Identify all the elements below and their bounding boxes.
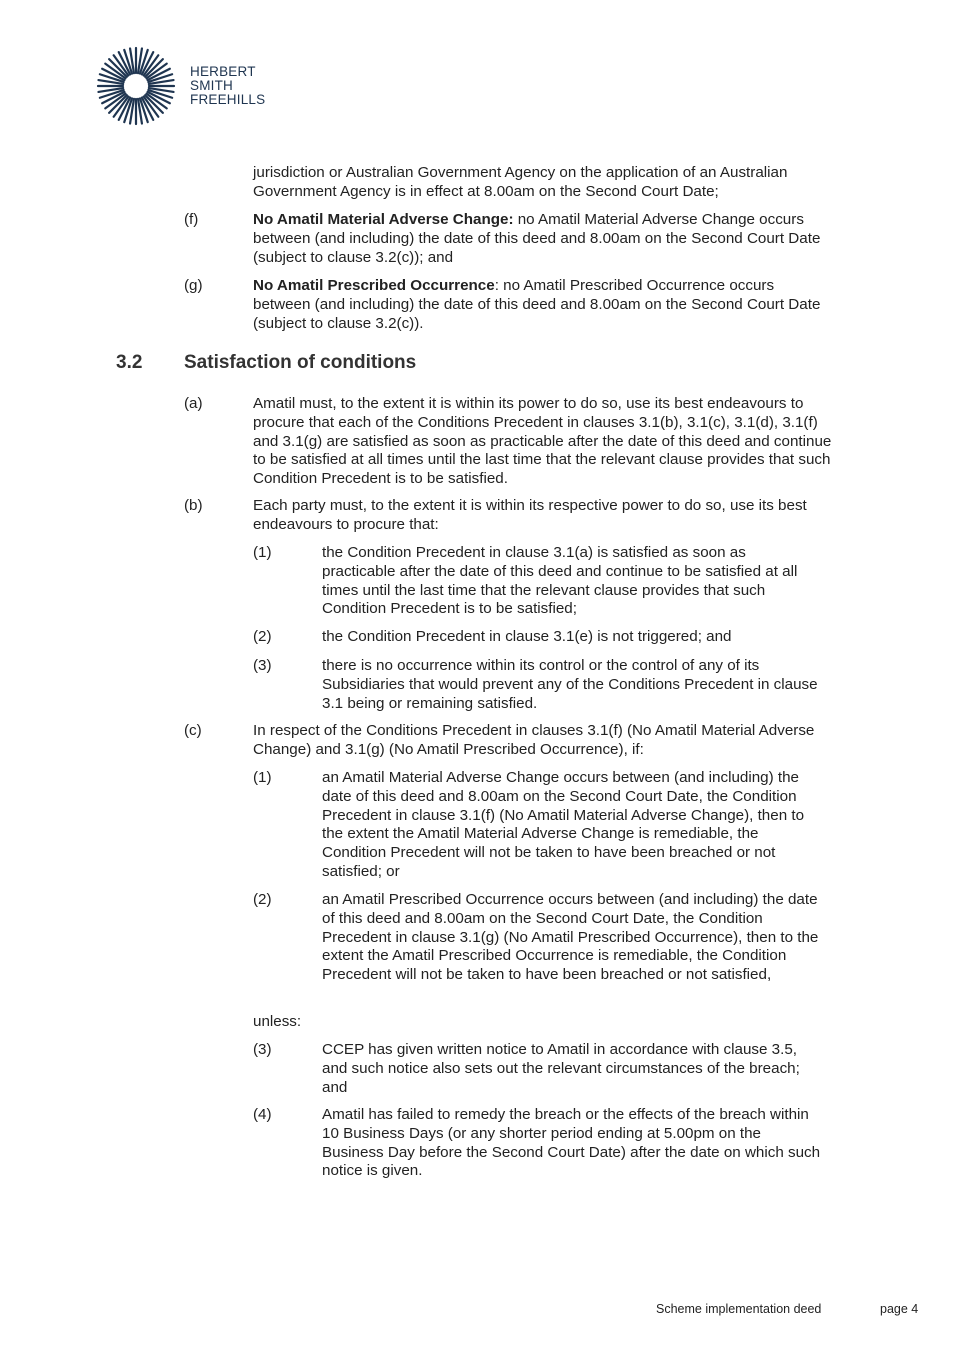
clause-f-body: no Amatil Material Adverse Change occurs between (and including) the date of this deed and 8.00am on the Second Court Date (subject to clause 3.2(c)); and (253, 211, 821, 266)
clause-f-marker: (f) (184, 211, 199, 228)
clause-b1-text: the Condition Precedent in clause 3.1(a) is satisfied as soon as practicable after the date of this deed and continue to be satisfied at all times until the last time that the relevant clause provides that such Condition Precedent is to be satisfied; (322, 544, 798, 618)
clause-g-marker: (g) (184, 277, 203, 294)
section-title: Satisfaction of conditions (184, 352, 417, 373)
clause-b1-marker: (1) (253, 544, 272, 561)
continued-paragraph: jurisdiction or Australian Government Agency on the application of an Australian Government Agency is in effect at 8.00am on the Second Court Date; (253, 164, 788, 200)
clause-c4-marker: (4) (253, 1106, 272, 1123)
clause-c1-marker: (1) (253, 769, 272, 786)
clause-a-marker: (a) (184, 395, 203, 412)
clause-b2-marker: (2) (253, 628, 272, 645)
clause-b-text: Each party must, to the extent it is within its respective power to do so, use its best endeavours to procure that: (253, 497, 807, 533)
clause-f-heading: No Amatil Material Adverse Change: (253, 211, 514, 228)
clause-c3-text: CCEP has given written notice to Amatil in accordance with clause 3.5, and such notice also sets out the relevant circumstances of the breach; and (322, 1041, 800, 1096)
section-number: 3.2 (116, 352, 143, 373)
clause-c1-text: an Amatil Material Adverse Change occurs between (and including) the date of this deed and 8.00am on the Second Court Date, the Condition Precedent in clause 3.1(f) (No Amatil Material Adverse Change), then to the extent the Amatil Material Adverse Change is remediable, the Condition Precedent will not be taken to have been breached or not satisfied; or (322, 769, 805, 880)
clause-c2-text: an Amatil Prescribed Occurrence occurs between (and including) the date of this deed and 8.00am on the Second Court Date, the Condition Precedent in clause 3.1(g) (No Amatil Prescribed Occurrence), then to the extent the Amatil Prescribed Occurrence is remediable, the Condition Precedent will not be taken to have been breached or not satisfied, (322, 891, 819, 984)
clause-g-body: : no Amatil Prescribed Occurrence occurs between (and including) the date of this deed and 8.00am on the Second Court Date (subject to clause 3.2(c)). (253, 277, 821, 332)
clause-b3-text: there is no occurrence within its control or the control of any of its Subsidiaries that would prevent any of the Conditions Precedent in clause 3.1 being or remaining satisfied. (322, 657, 818, 712)
clause-b3-marker: (3) (253, 657, 272, 674)
footer-page-number: page 4 (880, 1302, 919, 1316)
firm-name (190, 65, 265, 107)
clause-f-text (253, 211, 833, 267)
firm-name-line2: SMITH (190, 78, 233, 93)
clause-b-marker: (b) (184, 497, 203, 514)
clause-g-heading: No Amatil Prescribed Occurrence (253, 277, 495, 294)
clause-c-marker: (c) (184, 722, 202, 739)
clause-c-text: In respect of the Conditions Precedent in clauses 3.1(f) (No Amatil Material Adverse Change) and 3.1(g) (No Amatil Prescribed Occurrence), if: (253, 722, 815, 758)
clause-c4-text: Amatil has failed to remedy the breach or the effects of the breach within 10 Business Days (or any shorter period ending at 5.00pm on the Business Day before the Second Court Date) after the date on which such notice is given. (322, 1106, 821, 1180)
clause-g-text (253, 277, 833, 333)
clause-c-unless: unless: (253, 1013, 302, 1030)
firm-name-line3: FREEHILLS (190, 92, 266, 107)
clause-b2-text: the Condition Precedent in clause 3.1(e) is not triggered; and (322, 628, 732, 645)
clause-a-text: Amatil must, to the extent it is within its power to do so, use its best endeavours to procure that each of the Conditions Precedent in clauses 3.1(b), 3.1(c), 3.1(d), 3.1(f) and 3.1(g) are satisfied as soon as practicable after the date of this deed and continue to be satisfied at all times until the last time that the relevant clause provides that such Condition Precedent is to be satisfied. (253, 395, 832, 488)
clause-c3-marker: (3) (253, 1041, 272, 1058)
footer-document-title: Scheme implementation deed (656, 1302, 822, 1316)
firm-name-line1: HERBERT (190, 64, 256, 79)
starburst-logo-icon (96, 46, 176, 126)
clause-c2-marker: (2) (253, 891, 272, 908)
